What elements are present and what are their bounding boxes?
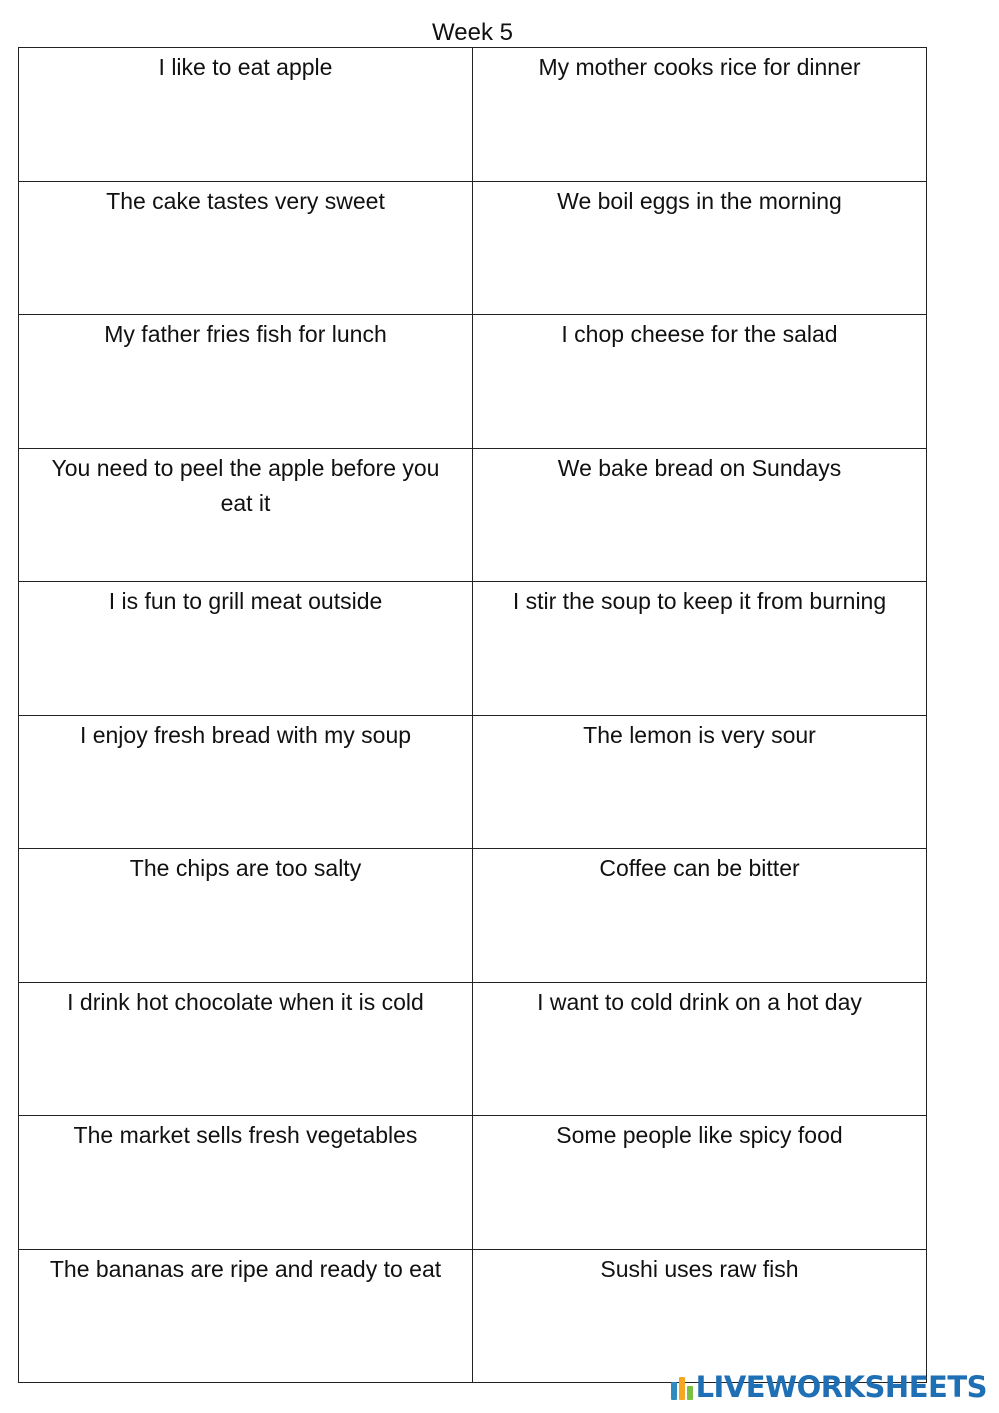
table-cell: I drink hot chocolate when it is cold: [19, 982, 473, 1116]
table-cell: I want to cold drink on a hot day: [473, 982, 927, 1116]
table-row: [19, 982, 927, 1116]
table-cell: I stir the soup to keep it from burning: [473, 582, 927, 716]
table-cell: My father fries fish for lunch: [19, 315, 473, 449]
table-cell: You need to peel the apple before you eat it: [19, 448, 473, 582]
table-row: [19, 448, 927, 582]
table-cell: The bananas are ripe and ready to eat: [19, 1249, 473, 1383]
table-cell: My mother cooks rice for dinner: [473, 48, 927, 182]
liveworksheets-logo-icon: [671, 1374, 693, 1400]
table-cell: I is fun to grill meat outside: [19, 582, 473, 716]
table-cell: We bake bread on Sundays: [473, 448, 927, 582]
table-row: [19, 48, 927, 182]
table-cell: I enjoy fresh bread with my soup: [19, 715, 473, 849]
table-cell: I chop cheese for the salad: [473, 315, 927, 449]
table-cell: Some people like spicy food: [473, 1116, 927, 1250]
table-cell: The lemon is very sour: [473, 715, 927, 849]
table-row: [19, 181, 927, 315]
table-cell: Coffee can be bitter: [473, 849, 927, 983]
table-cell: The cake tastes very sweet: [19, 181, 473, 315]
table-row: [19, 315, 927, 449]
table-row: [19, 1249, 927, 1383]
table-cell: Sushi uses raw fish: [473, 1249, 927, 1383]
table-row: [19, 849, 927, 983]
sentence-table: [18, 47, 927, 1383]
brand-text: LIVEWORKSHEETS: [695, 1370, 987, 1404]
table-cell: We boil eggs in the morning: [473, 181, 927, 315]
table-row: [19, 715, 927, 849]
page-title: Week 5: [432, 19, 513, 46]
table-row: [19, 582, 927, 716]
liveworksheets-watermark: [671, 1371, 987, 1403]
table-cell: The market sells fresh vegetables: [19, 1116, 473, 1250]
table-cell: I like to eat apple: [19, 48, 473, 182]
table-cell: The chips are too salty: [19, 849, 473, 983]
table-row: [19, 1116, 927, 1250]
